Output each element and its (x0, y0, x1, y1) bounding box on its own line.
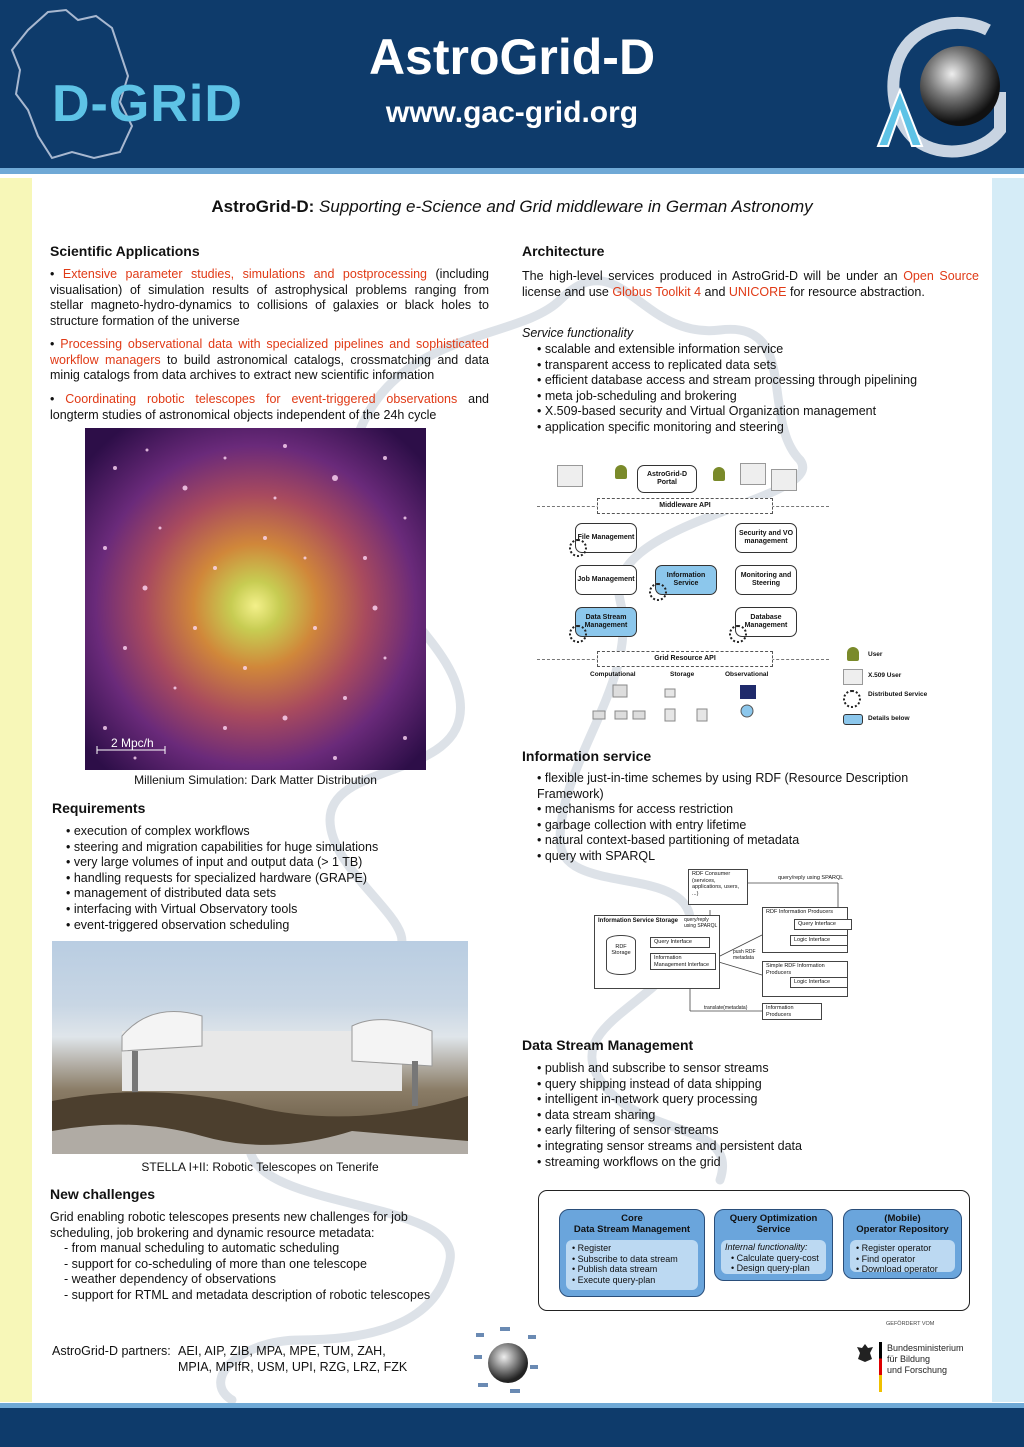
list-item: • steering and migration capabilities for huge simulations (66, 840, 486, 856)
list-item: • intelligent in-network query processing (537, 1092, 957, 1108)
funding-line-1: Bundesministerium (887, 1343, 964, 1353)
list-item: • Design query-plan (725, 1263, 822, 1274)
list-item: • query with SPARQL (537, 849, 937, 865)
list-item: • garbage collection with entry lifetime (537, 818, 937, 834)
architecture-diagram (535, 455, 930, 730)
legend-details-label: Details below (868, 715, 910, 722)
rdf-consumer-box: RDF Consumer (services, applications, users, ...) (688, 869, 748, 905)
portal-box: AstroGrid-D Portal (637, 465, 697, 493)
query-optimization-subtitle: Internal functionality: (725, 1242, 808, 1252)
list-item: • transparent access to replicated data sets (537, 358, 977, 374)
partners-globe-icon (470, 1325, 542, 1397)
list-item: • management of distributed data sets (66, 886, 486, 902)
translate-label: translate(metadata) (704, 1005, 748, 1011)
legend-x509-label: X.509 User (868, 672, 902, 679)
list-item: • event-triggered observation scheduling (66, 918, 486, 934)
list-item: • Register operator (856, 1243, 949, 1254)
information-service-box: Information Service (655, 565, 717, 595)
logic-interface-2-box: Logic Interface (790, 977, 848, 988)
footer-banner (0, 1408, 1024, 1447)
user-icon (713, 467, 725, 481)
database-management-box: Database Management (735, 607, 797, 637)
simple-producers-box: Simple RDF Information Producers (762, 961, 848, 997)
list-item: • Subscribe to data stream (572, 1254, 692, 1265)
sci-app-paragraph-2: • Processing observational data with specialized pipelines and sophisticated workflow managers to build astronomical catalogs, crossmatching and data minig catalogs from data archives to extract new scientific information (50, 337, 489, 383)
list-item: • flexible just-in-time schemes by using RDF (Resource Description Framework) (537, 771, 937, 802)
query-optimization-items (721, 1240, 826, 1274)
arch-unicore: UNICORE (728, 284, 787, 299)
legend-distributed-label: Distributed Service (868, 691, 928, 698)
list-item: • efficient database access and stream processing through pipelining (537, 373, 977, 389)
arch-text-d: for resource abstraction. (786, 284, 925, 299)
legend-user-label: User (868, 651, 883, 658)
data-stream-list (537, 1061, 957, 1170)
sci-app-paragraph-3: • Coordinating robotic telescopes for event-triggered observations and longterm studies of astronomical objects independent of the 24h cycle (50, 392, 489, 422)
telescope-buildings (52, 941, 468, 1154)
partners-line-1: AEI, AIP, ZIB, MPA, MPE, TUM, ZAH, (178, 1344, 386, 1358)
query-reply-label: query/reply using SPARQL (778, 875, 844, 881)
list-item: • handling requests for specialized hardware (GRAPE) (66, 871, 486, 887)
sci-app-p1-highlight: Extensive parameter studies, simulations and postprocessing (62, 267, 428, 281)
observational-label: Observational (725, 671, 769, 678)
query-optimization-card (714, 1209, 833, 1281)
distributed-service-icon (569, 625, 587, 643)
list-item: • integrating sensor streams and persistent data (537, 1139, 957, 1155)
partners-line-2: MPIA, MPIfR, USM, UPI, RZG, LRZ, FZK (178, 1360, 408, 1374)
new-challenges-list (64, 1241, 484, 1303)
rdf-producers-box: RDF Information Producers (762, 907, 848, 953)
information-service-list (537, 771, 937, 865)
sci-app-p1-text: (including visualisation) of simulation results of astrophysical problems ranging from stellar magneto-hydro-dynamics to collisions of galaxies or black holes to structure formation of the universe (50, 267, 490, 328)
list-item: - support for RTML and metadata description of robotic telescopes (64, 1287, 431, 1302)
legend-details-swatch (843, 714, 863, 725)
x509-user-icon (557, 465, 583, 487)
sci-app-paragraph-1: • Extensive parameter studies, simulations and postprocessing (including visualisation) of simulation results of astrophysical problems ranging from stellar magneto-hydro-dynamics to collisions of galaxies or black holes to structure formation of the universe (50, 267, 490, 328)
stella-caption: STELLA I+II: Robotic Telescopes on Tenerife (141, 1160, 379, 1174)
information-producers-box: Information Producers (762, 1003, 822, 1020)
funding-line-3: und Forschung (887, 1365, 948, 1375)
new-challenges-heading: New challenges (50, 1186, 156, 1202)
rdf-storage-cylinder (606, 935, 636, 975)
information-service-diagram (590, 865, 862, 1025)
list-item: • very large volumes of input and output data (> 1 TB) (66, 855, 486, 871)
list-item: • application specific monitoring and steering (537, 420, 977, 436)
data-stream-heading: Data Stream Management (522, 1037, 694, 1053)
list-item: - from manual scheduling to automatic scheduling (64, 1241, 340, 1255)
legend-user-icon (847, 647, 859, 661)
dsm-diagram (538, 1190, 970, 1311)
operator-repository-card (843, 1209, 962, 1279)
logic-interface-box: Logic Interface (790, 935, 848, 946)
job-management-box: Job Management (575, 565, 637, 595)
distributed-service-icon (729, 625, 747, 643)
grid-resource-api-box: Grid Resource API (597, 651, 773, 667)
user-icon (615, 465, 627, 479)
list-item: • natural context-based partitioning of metadata (537, 833, 937, 849)
list-item: • scalable and extensible information service (537, 342, 977, 358)
query-interface-2-box: Query Interface (794, 919, 852, 930)
list-item: • interfacing with Virtual Observatory tools (66, 902, 486, 918)
arch-open-source: Open Source (903, 269, 979, 283)
dsm-core-card (559, 1209, 705, 1297)
arch-text-b: license and use (522, 284, 613, 299)
operator-repository-title: (Mobile) Operator Repository (856, 1213, 949, 1235)
galaxy-points (85, 428, 426, 770)
arch-globus: Globus Toolkit 4 (612, 284, 702, 299)
sci-app-p2-highlight: Processing observational data with specialized pipelines and sophisticated workflow managers (50, 337, 489, 367)
requirements-heading: Requirements (52, 800, 146, 816)
list-item: • early filtering of sensor streams (537, 1123, 957, 1139)
stella-telescopes-photo (52, 941, 468, 1154)
sci-app-p2-text: to build astronomical catalogs, crossmatching and data minig catalogs from data archives to extract new scientific information (50, 352, 489, 383)
partners-logo-cluster (470, 1325, 542, 1397)
flag-stripe (879, 1342, 882, 1392)
image-scale-label: 2 Mpc/h (111, 736, 154, 750)
architecture-heading: Architecture (522, 243, 605, 259)
poster-subtitle (40, 197, 984, 217)
list-item: • Register (572, 1243, 692, 1254)
service-functionality-heading: Service functionality (522, 326, 634, 340)
eagle-icon (856, 1342, 874, 1364)
query-interface-box: Query Interface (650, 937, 710, 948)
computational-label: Computational (590, 671, 636, 678)
funding-line-2: für Bildung (887, 1354, 931, 1364)
list-item: • X.509-based security and Virtual Organization management (537, 404, 977, 420)
arch-text-c: and (701, 284, 729, 299)
file-management-box: File Management (575, 523, 637, 553)
list-item: • Find operator (856, 1254, 949, 1265)
info-mgmt-interface-box: Information Management Interface (650, 953, 716, 970)
query-optimization-title: Query Optimization Service (729, 1213, 818, 1235)
data-stream-management-box: Data Stream Management (575, 607, 637, 637)
millennium-caption: Millenium Simulation: Dark Matter Distribution (134, 773, 377, 787)
subtitle-bold: AstroGrid-D: (211, 197, 315, 216)
list-item: • meta job-scheduling and brokering (537, 389, 977, 405)
arch-text-a: The high-level services produced in AstroGrid-D will be under an (522, 269, 904, 283)
middleware-api-box: Middleware API (597, 498, 773, 514)
funding-label: GEFÖRDERT VOM (886, 1321, 935, 1327)
architecture-paragraph (522, 269, 979, 300)
list-item: • publish and subscribe to sensor streams (537, 1061, 957, 1077)
monitoring-steering-box: Monitoring and Steering (735, 565, 797, 595)
dsm-core-title: Core Data Stream Management (573, 1213, 691, 1235)
page-title: AstroGrid-D (368, 29, 656, 85)
resource-icons (585, 681, 815, 726)
x509-user-icon (771, 469, 797, 491)
list-item: • Publish data stream (572, 1264, 692, 1275)
dgrid-logo-text: D-GRiD (52, 75, 243, 133)
partners-label: AstroGrid-D partners: (52, 1344, 171, 1358)
list-item: • Calculate query-cost (725, 1253, 822, 1264)
push-rdf-label: push RDF metadata (733, 949, 756, 961)
list-item: • query shipping instead of data shipping (537, 1077, 957, 1093)
list-item: • Download operator (856, 1264, 949, 1275)
requirements-list (66, 824, 486, 933)
new-challenges-intro: Grid enabling robotic telescopes presents new challenges for job scheduling, job brokering and dynamic resource metadata: (50, 1210, 408, 1240)
service-functionality-list (537, 342, 977, 436)
list-item: - support for co-scheduling of more than one telescope (64, 1256, 367, 1271)
federal-eagle-icon (856, 1342, 874, 1364)
rdf-storage-label: RDF Storage (611, 944, 631, 956)
header-url[interactable]: www.gac-grid.org (385, 96, 639, 129)
list-item: • mechanisms for access restriction (537, 802, 937, 818)
list-item: • streaming workflows on the grid (537, 1155, 957, 1171)
millennium-simulation-image (85, 428, 426, 770)
legend-x509-icon (843, 669, 863, 685)
query-reply-sparql-label: query/reply using SPARQL (684, 917, 718, 929)
subtitle-rest: Supporting e-Science and Grid middleware in German Astronomy (314, 197, 813, 216)
list-item: - weather dependency of observations (64, 1272, 276, 1287)
sci-app-p3-text: and longterm studies of astronomical objects independent of the 24h cycle (50, 392, 489, 422)
x509-user-icon (740, 463, 766, 485)
storage-label: Storage (670, 671, 695, 678)
legend-distributed-icon (843, 690, 861, 708)
info-storage-title: Information Service Storage (598, 918, 679, 924)
distributed-service-icon (649, 583, 667, 601)
funding-text (887, 1343, 964, 1376)
operator-repository-items (850, 1240, 955, 1272)
security-vo-box: Security and VO management (735, 523, 797, 553)
list-item: • data stream sharing (537, 1108, 957, 1124)
list-item: • execution of complex workflows (66, 824, 486, 840)
sci-app-p3-highlight: Coordinating robotic telescopes for event-triggered observations (65, 392, 458, 406)
scientific-applications-heading: Scientific Applications (50, 243, 200, 259)
dsm-core-items (566, 1240, 698, 1290)
list-item: • Execute query-plan (572, 1275, 692, 1286)
information-service-heading: Information service (522, 748, 652, 764)
distributed-service-icon (569, 539, 587, 557)
